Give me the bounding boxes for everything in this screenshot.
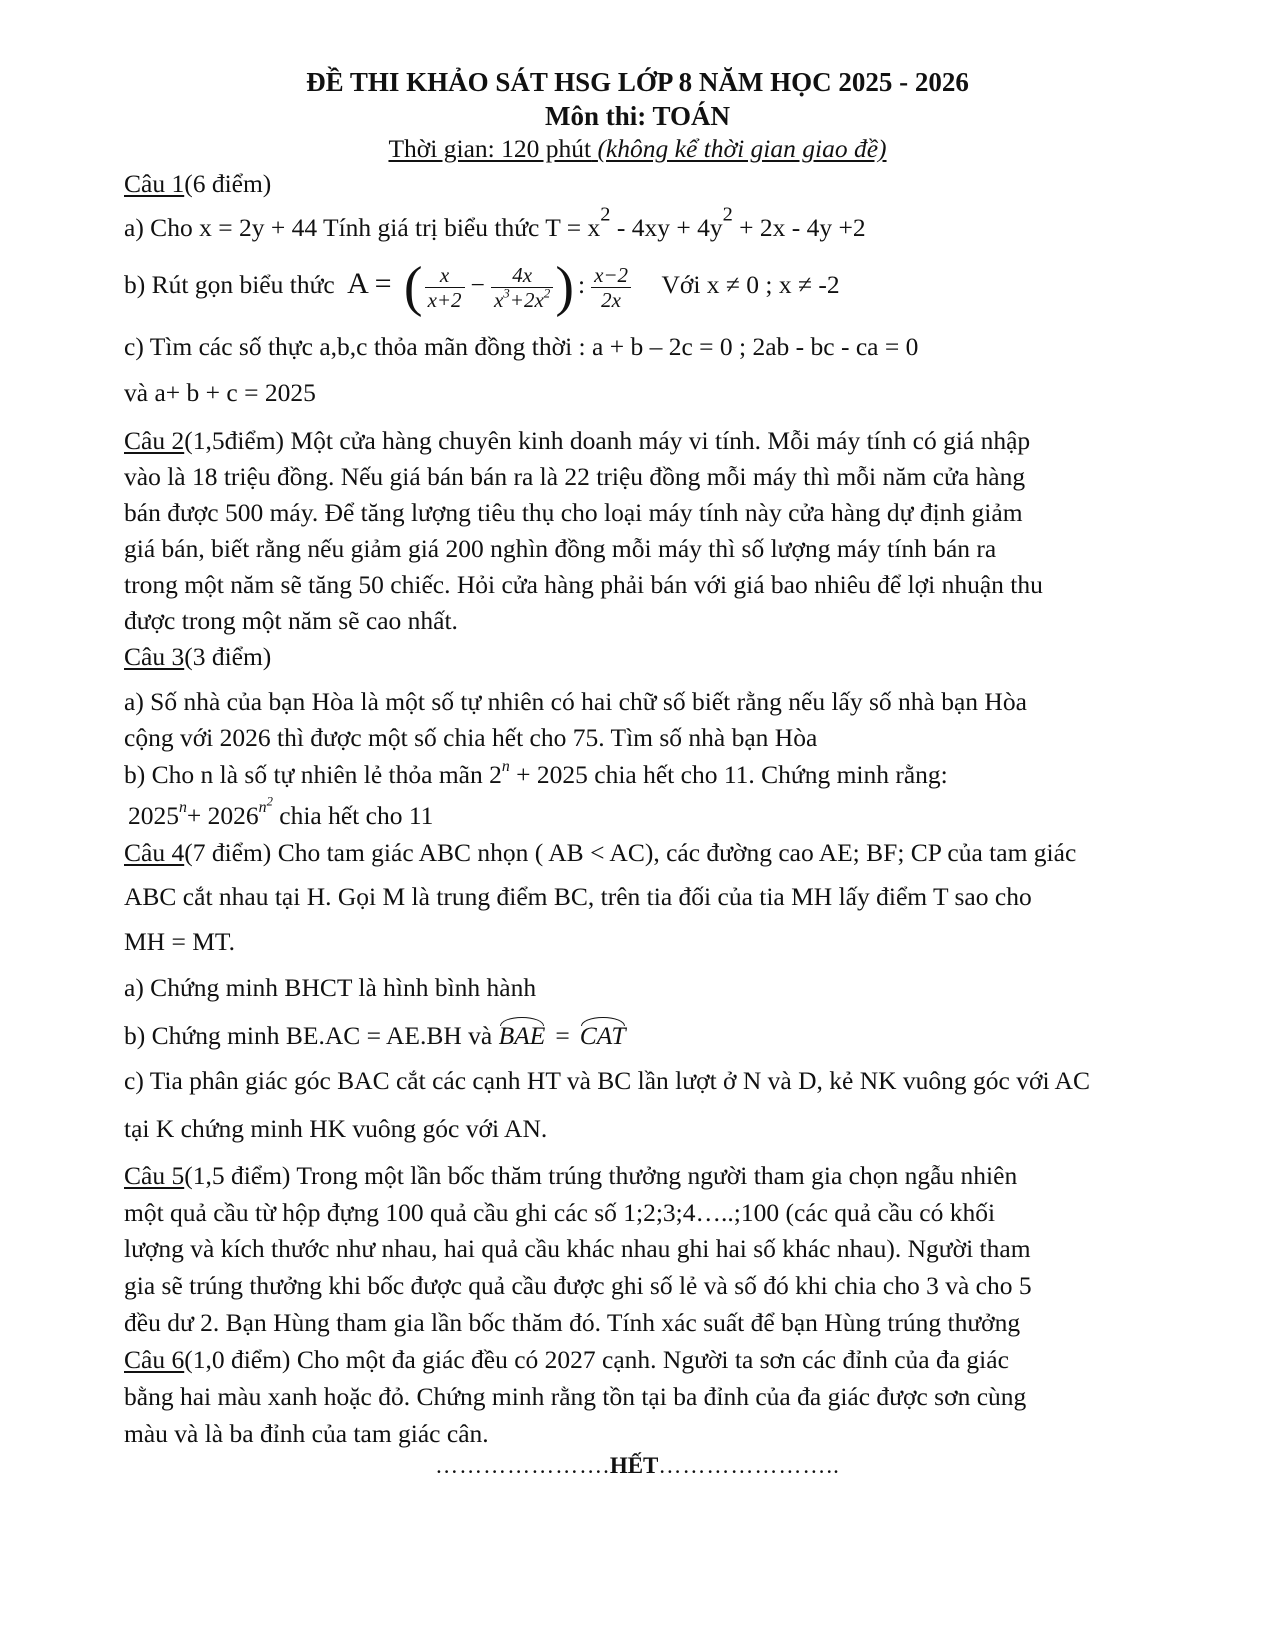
q3-b-text-3: chia hết cho 11 bbox=[272, 801, 434, 830]
q5-label: Câu 5 bbox=[124, 1161, 185, 1190]
q4-part-c-line2: tại K chứng minh HK vuông góc với AN. bbox=[124, 1114, 548, 1143]
q1-a-term2: + 2x - 4y +2 bbox=[732, 213, 866, 242]
q6-points: (1,0 điểm) bbox=[184, 1345, 291, 1374]
exam-time bbox=[0, 133, 1275, 165]
fraction-3 bbox=[591, 263, 631, 312]
exp-n: n bbox=[258, 799, 267, 817]
fraction-1 bbox=[425, 263, 465, 312]
frac3-den: 2x bbox=[591, 287, 631, 312]
angle-bae: BAE bbox=[498, 1021, 546, 1050]
end-label: HẾT bbox=[609, 1453, 659, 1478]
exp-n: n bbox=[501, 758, 510, 776]
q2-text-1: Một cửa hàng chuyên kinh doanh máy vi tính. Mỗi máy tính có giá nhập bbox=[284, 426, 1031, 455]
q3-b-base2: + 2026 bbox=[186, 801, 259, 830]
q4-part-c-line1: c) Tia phân giác góc BAC cắt các cạnh HT và BC lần lượt ở N và D, kẻ NK vuông góc với AC bbox=[124, 1066, 1090, 1095]
q5-line4: gia sẽ trúng thưởng khi bốc được quả cầu được ghi số lẻ và số đó khi chia cho 3 và cho 5 bbox=[124, 1271, 1032, 1300]
q2-points: (1,5điểm) bbox=[184, 426, 285, 455]
time-label: Thời gian: 120 phút bbox=[388, 134, 592, 163]
q1-b-condition: Với x ≠ 0 ; x ≠ -2 bbox=[661, 270, 840, 299]
q4-part-b bbox=[124, 1020, 626, 1052]
q2-line6: được trong một năm sẽ cao nhất. bbox=[124, 606, 458, 635]
q6-line1 bbox=[124, 1344, 1009, 1376]
fraction-2 bbox=[491, 263, 553, 312]
frac2-num: 4x bbox=[512, 262, 533, 287]
q2-line2: vào là 18 triệu đồng. Nếu giá bán bán ra là 22 triệu đồng mỗi máy thì mỗi năm cửa hàng bbox=[124, 462, 1026, 491]
q5-text-1: Trong một lần bốc thăm trúng thưởng người tham gia chọn ngẫu nhiên bbox=[290, 1161, 1018, 1190]
q3-b-base1: 2025 bbox=[128, 801, 179, 830]
q4-points: (7 điểm) bbox=[184, 838, 272, 867]
q1-part-b bbox=[124, 254, 840, 319]
q1-a-text: a) Cho x = 2y + 44 Tính giá trị biểu thức T = x bbox=[124, 213, 601, 242]
exam-title: ĐỀ THI KHẢO SÁT HSG LỚP 8 NĂM HỌC 2025 - 2026 bbox=[306, 67, 969, 97]
q1-heading bbox=[124, 168, 271, 200]
dots-right: ………………….. bbox=[658, 1453, 840, 1478]
exp-2: 2 bbox=[600, 203, 611, 226]
q3-b-text-2: + 2025 chia hết cho 11. Chứng minh rằng: bbox=[509, 760, 948, 789]
equals-sign: = bbox=[555, 1021, 570, 1050]
q4-part-a: a) Chứng minh BHCT là hình bình hành bbox=[124, 973, 537, 1002]
q4-line3: MH = MT. bbox=[124, 927, 235, 956]
q1-part-a bbox=[124, 203, 866, 244]
q1-label: Câu 1 bbox=[124, 169, 185, 198]
q4-line1 bbox=[124, 837, 1076, 869]
exp-n2 bbox=[258, 794, 273, 817]
q3-a-line2: cộng với 2026 thì được một số chia hết cho 75. Tìm số nhà bạn Hòa bbox=[124, 723, 818, 752]
q4-line2: ABC cắt nhau tại H. Gọi M là trung điểm BC, trên tia đối của tia MH lấy điểm T sao cho bbox=[124, 882, 1032, 911]
exp-2: 2 bbox=[266, 794, 273, 809]
exp-2: 2 bbox=[543, 284, 551, 300]
q6-text-1: Cho một đa giác đều có 2027 cạnh. Người ta sơn các đỉnh của đa giác bbox=[290, 1345, 1009, 1374]
q4-label: Câu 4 bbox=[124, 838, 185, 867]
divide-sign: : bbox=[577, 270, 586, 299]
frac2-den bbox=[491, 284, 553, 312]
q5-line5: đều dư 2. Bạn Hùng tham gia lần bốc thăm đó. Tính xác suất để bạn Hùng trúng thưởng bbox=[124, 1308, 1021, 1337]
q2-line3: bán được 500 máy. Để tăng lượng tiêu thụ cho loại máy tính này cửa hàng dự định giảm bbox=[124, 498, 1023, 527]
q6-line3: màu và là ba đỉnh của tam giác cân. bbox=[124, 1419, 489, 1448]
frac1-den: x+2 bbox=[425, 287, 465, 312]
q6-line2: bằng hai màu xanh hoặc đỏ. Chứng minh rằng tồn tại ba đỉnh của đa giác được sơn cùng bbox=[124, 1382, 1027, 1411]
q2-line5: trong một năm sẽ tăng 50 chiếc. Hỏi cửa hàng phải bán với giá bao nhiêu để lợi nhuận thu bbox=[124, 570, 1043, 599]
q6-label: Câu 6 bbox=[124, 1345, 185, 1374]
exp-n: n bbox=[179, 799, 187, 817]
angle-cat: CAT bbox=[579, 1021, 626, 1050]
q3-points: (3 điểm) bbox=[184, 642, 272, 671]
q3-b-line1 bbox=[124, 759, 948, 791]
dots-left: …………………. bbox=[435, 1453, 610, 1478]
q1-a-term1: - 4xy + 4y bbox=[610, 213, 723, 242]
exam-subject: Môn thi: TOÁN bbox=[544, 101, 731, 131]
time-note: (không kể thời gian giao đề) bbox=[597, 134, 887, 163]
q3-a-line1: a) Số nhà của bạn Hòa là một số tự nhiên có hai chữ số biết rằng nếu lấy số nhà bạn Hòa bbox=[124, 687, 1027, 716]
q2-line1 bbox=[124, 425, 1030, 457]
q3-label: Câu 3 bbox=[124, 642, 185, 671]
frac2-den-rest: +2x bbox=[509, 287, 544, 312]
q1-b-text: b) Rút gọn biểu thức bbox=[124, 270, 335, 299]
q1-part-c-line1: c) Tìm các số thực a,b,c thỏa mãn đồng thời : a + b – 2c = 0 ; 2ab - bc - ca = 0 bbox=[124, 332, 919, 361]
end-marker bbox=[0, 1450, 1275, 1482]
q1-part-c-line2: và a+ b + c = 2025 bbox=[124, 378, 316, 407]
frac1-num: x bbox=[439, 262, 450, 287]
minus-sign: − bbox=[470, 270, 485, 299]
q4-text-1: Cho tam giác ABC nhọn ( AB < AC), các đường cao AE; BF; CP của tam giác bbox=[271, 838, 1077, 867]
q3-b-text: b) Cho n là số tự nhiên lẻ thỏa mãn 2 bbox=[124, 760, 502, 789]
q2-line4: giá bán, biết rằng nếu giảm giá 200 nghìn đồng mỗi máy thì số lượng máy tính bán ra bbox=[124, 534, 997, 563]
q5-line1 bbox=[124, 1160, 1017, 1192]
q5-points: (1,5 điểm) bbox=[184, 1161, 291, 1190]
q1-points: (6 điểm) bbox=[184, 169, 272, 198]
q1-b-A: A = bbox=[347, 267, 392, 300]
left-paren: ( bbox=[403, 256, 423, 319]
q5-line2: một quả cầu từ hộp đựng 100 quả cầu ghi các số 1;2;3;4…..;100 (các quả cầu có khối bbox=[124, 1198, 996, 1227]
right-paren: ) bbox=[555, 256, 574, 319]
q5-line3: lượng và kích thước như nhau, hai quả cầu khác nhau ghi hai số khác nhau). Người tham bbox=[124, 1234, 1031, 1263]
frac3-num: x−2 bbox=[594, 262, 629, 287]
q2-label: Câu 2 bbox=[124, 426, 185, 455]
q4-b-text: b) Chứng minh BE.AC = AE.BH và bbox=[124, 1021, 499, 1050]
q3-b-line2 bbox=[128, 794, 434, 832]
q3-heading bbox=[124, 641, 271, 673]
exp-3: 3 bbox=[503, 284, 510, 300]
exp-2: 2 bbox=[722, 203, 733, 226]
frac2-den-x: x bbox=[493, 287, 504, 312]
